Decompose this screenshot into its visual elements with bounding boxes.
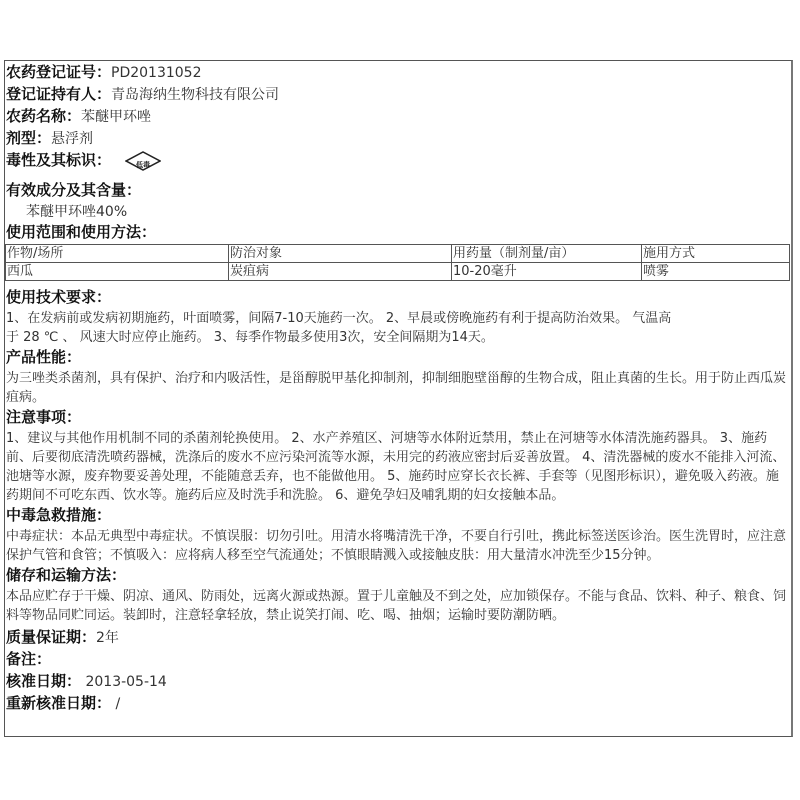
low-toxicity-diamond-icon: [125, 151, 161, 171]
usage-table-header-row: [6, 245, 790, 263]
reapproval-date-row: [6, 693, 792, 715]
toxicity-row: [6, 150, 792, 180]
holder-label: 登记证持有人：: [6, 85, 112, 103]
table-row: [6, 263, 790, 281]
storage-label: 储存和运输方法：: [6, 566, 127, 584]
remarks-label: 备注：: [6, 650, 52, 668]
usage-header-target: 防治对象: [229, 245, 452, 263]
registration-number-value: PD20131052: [111, 65, 202, 81]
approval-date-row: [6, 671, 792, 693]
performance-label: 产品性能：: [6, 348, 82, 366]
pesticide-name-label: 农药名称：: [6, 107, 82, 125]
technique-label: 使用技术要求：: [6, 288, 112, 306]
usage-table: [5, 244, 790, 281]
usage-label: 使用范围和使用方法：: [6, 223, 157, 241]
usage-cell-dosage: 10-20毫升: [452, 263, 642, 281]
registration-number-label: 农药登记证号：: [6, 63, 112, 81]
holder-value: 青岛海纳生物科技有限公司: [111, 87, 280, 103]
usage-cell-crop: 西瓜: [6, 263, 229, 281]
first-aid-label: 中毒急救措施：: [6, 506, 112, 524]
toxicity-badge-text: 低毒: [136, 161, 151, 169]
usage-cell-target: 炭疽病: [229, 263, 452, 281]
approval-date-value: 2013-05-14: [81, 674, 167, 690]
shelf-life-label: 质量保证期：: [6, 628, 97, 646]
shelf-life-value: 2年: [96, 630, 119, 646]
performance-heading: [6, 347, 792, 369]
technique-text-line2: 于 28 ℃ 、 风速大时应停止施药。 3、每季作物最多使用3次，安全间隔期为14天。: [6, 330, 494, 345]
first-aid-text: 中毒症状：本品无典型中毒症状。不慎误服：切勿引吐。用清水将嘴清洗干净，不要自行引吐，携此标签送医诊治。医生洗胃时，应注意保护气管和食管；不慎吸入：应将病人移至空气流通处；不慎眼睛溅入或接触皮肤：用大量清水冲洗至少15分钟。: [6, 529, 787, 563]
formulation-value: 悬浮剂: [51, 131, 94, 147]
pesticide-name-value: 苯醚甲环唑: [81, 109, 152, 125]
ingredients-heading: [6, 180, 792, 202]
approval-date-label: 核准日期：: [6, 672, 82, 690]
ingredients-value: 苯醚甲环唑40%: [26, 204, 128, 220]
precautions-text: 1、建议与其他作用机制不同的杀菌剂轮换使用。 2、水产养殖区、河塘等水体附近禁用，禁止在河塘等水体清洗施药器具。 3、施药前、后要彻底清洗喷药器械，洗涤后的废水不应污染河流等水源，未用完的药液应密封后妥善放置。 4、清洗器械的废水不能排入河流、池塘等水源，废弃物要妥善处理，不能随意丢弃，也不能做他用。 5、施药时应穿长衣长裤、手套等（见图形标识），避免吸入药液。施药期间不可吃东西、饮水等。施药后应及时洗手和洗脸。 6、避免孕妇及哺乳期的妇女接触本品。: [6, 431, 786, 503]
storage-text: 本品应贮存于干燥、阴凉、通风、防雨处，远离火源或热源。置于儿童触及不到之处，应加锁保存。不能与食品、饮料、种子、粮食、饲料等物品同贮同运。装卸时，注意轻拿轻放，禁止说笑打闹、吃、喝、抽烟；运输时要防潮防晒。: [6, 589, 787, 623]
remarks-row: [6, 649, 792, 671]
reapproval-date-label: 重新核准日期：: [6, 694, 112, 712]
usage-header-crop: 作物/场所: [6, 245, 229, 263]
usage-heading: [6, 222, 792, 244]
reapproval-date-value: /: [111, 696, 121, 712]
formulation-row: [6, 128, 792, 150]
toxicity-label: 毒性及其标识：: [6, 151, 112, 169]
precautions-label: 注意事项：: [6, 408, 82, 426]
pesticide-label-document: [6, 62, 792, 715]
first-aid-heading: [6, 505, 792, 527]
shelf-life-row: [6, 627, 792, 649]
technique-heading: [6, 287, 792, 309]
registration-number-row: [6, 62, 792, 84]
usage-header-method: 施用方式: [642, 245, 790, 263]
usage-cell-method: 喷雾: [642, 263, 790, 281]
technique-text-line1: 1、在发病前或发病初期施药，叶面喷雾，间隔7-10天施药一次。 2、早晨或傍晚施药有利于提高防治效果。 气温高: [6, 311, 672, 326]
storage-heading: [6, 565, 792, 587]
formulation-label: 剂型：: [6, 129, 52, 147]
precautions-heading: [6, 407, 792, 429]
performance-text: 为三唑类杀菌剂，具有保护、治疗和内吸活性，是甾醇脱甲基化抑制剂，抑制细胞壁甾醇的生物合成，阻止真菌的生长。用于防止西瓜炭疽病。: [6, 371, 787, 405]
pesticide-name-row: [6, 106, 792, 128]
usage-header-dosage: 用药量（制剂量/亩）: [452, 245, 642, 263]
holder-row: [6, 84, 792, 106]
ingredients-label: 有效成分及其含量：: [6, 181, 142, 199]
